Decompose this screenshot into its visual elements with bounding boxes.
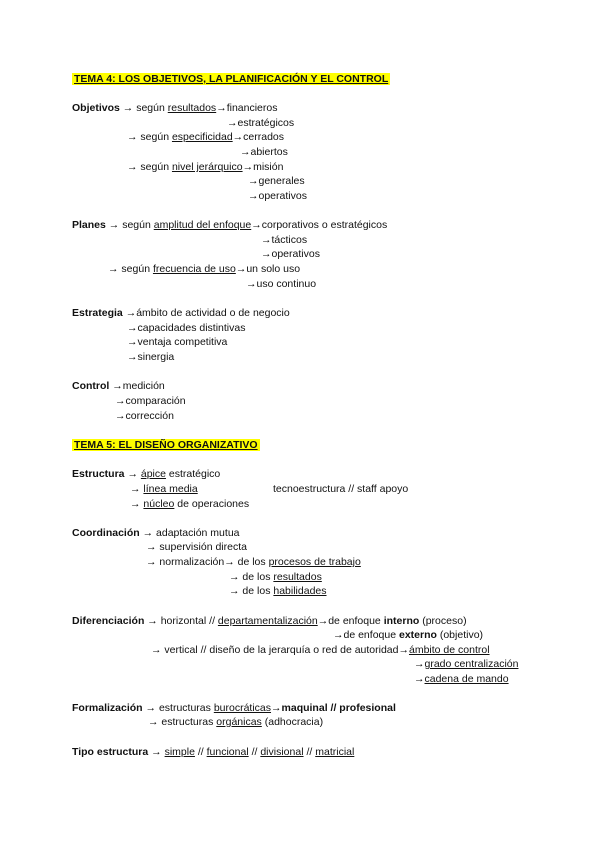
estructura-tecnoestructura: tecnoestructura // staff apoyo — [273, 483, 409, 495]
control-line-1: Control →medición — [72, 380, 165, 392]
formalizacion-organicas: → estructuras orgánicas (adhocracia) — [148, 716, 324, 728]
objetivos-estrategicos: →estratégicos — [227, 117, 295, 129]
estrategia-ventaja: →ventaja competitiva — [127, 336, 228, 348]
planes-line-1: Planes → según amplitud del enfoque→corporativos o estratégicos — [72, 219, 388, 231]
diferenciacion-line-1: Diferenciación → horizontal // departamentalización→de enfoque interno (proceso) — [72, 615, 467, 627]
objetivos-line-1: Objetivos → según resultados→financieros — [72, 102, 278, 114]
coordinacion-habilidades: → de los habilidades — [229, 585, 327, 597]
estrategia-sinergia: →sinergia — [127, 351, 175, 363]
estructura-nucleo: → núcleo de operaciones — [130, 498, 250, 510]
coordinacion-line-1: Coordinación → adaptación mutua — [72, 527, 240, 539]
tema4-heading: TEMA 4: LOS OBJETIVOS, LA PLANIFICACIÓN Y EL CONTROL — [74, 73, 389, 85]
diferenciacion-cadena: →cadena de mando — [414, 673, 509, 685]
estructura-line-1: Estructura → ápice estratégico — [72, 468, 221, 480]
planes-tacticos: →tácticos — [261, 234, 308, 246]
formalizacion-line-1: Formalización → estructuras burocráticas→maquinal // profesional — [72, 702, 396, 714]
estrategia-line-1: Estrategia →ámbito de actividad o de negocio — [72, 307, 290, 319]
coordinacion-supervision: → supervisión directa — [146, 541, 247, 553]
tipo-estructura-line: Tipo estructura → simple // funcional // divisional // matricial — [72, 746, 355, 758]
planes-operativos: →operativos — [261, 248, 320, 260]
objetivos-nivel: → según nivel jerárquico→misión — [127, 161, 284, 173]
estrategia-capacidades: →capacidades distintivas — [127, 322, 246, 334]
coordinacion-normalizacion: → normalización→ de los procesos de trabajo — [146, 556, 361, 568]
objetivos-operativos: →operativos — [248, 190, 307, 202]
estructura-linea-media: → línea media — [130, 483, 198, 495]
objetivos-abiertos: →abiertos — [240, 146, 288, 158]
objetivos-generales: →generales — [248, 175, 305, 187]
diferenciacion-grado: →grado centralización — [414, 658, 519, 670]
tema5-heading: TEMA 5: EL DISEÑO ORGANIZATIVO — [74, 439, 258, 451]
planes-frecuencia: → según frecuencia de uso→un solo uso — [108, 263, 301, 275]
control-correccion: →corrección — [115, 410, 174, 422]
objetivos-especificidad: → según especificidad→cerrados — [127, 131, 285, 143]
diferenciacion-externo: →de enfoque externo (objetivo) — [333, 629, 484, 641]
control-comparacion: →comparación — [115, 395, 186, 407]
coordinacion-resultados: → de los resultados — [229, 571, 322, 583]
diferenciacion-vertical: → vertical // diseño de la jerarquía o red de autoridad→ámbito de control — [151, 644, 490, 656]
planes-uso-continuo: →uso continuo — [246, 278, 317, 290]
